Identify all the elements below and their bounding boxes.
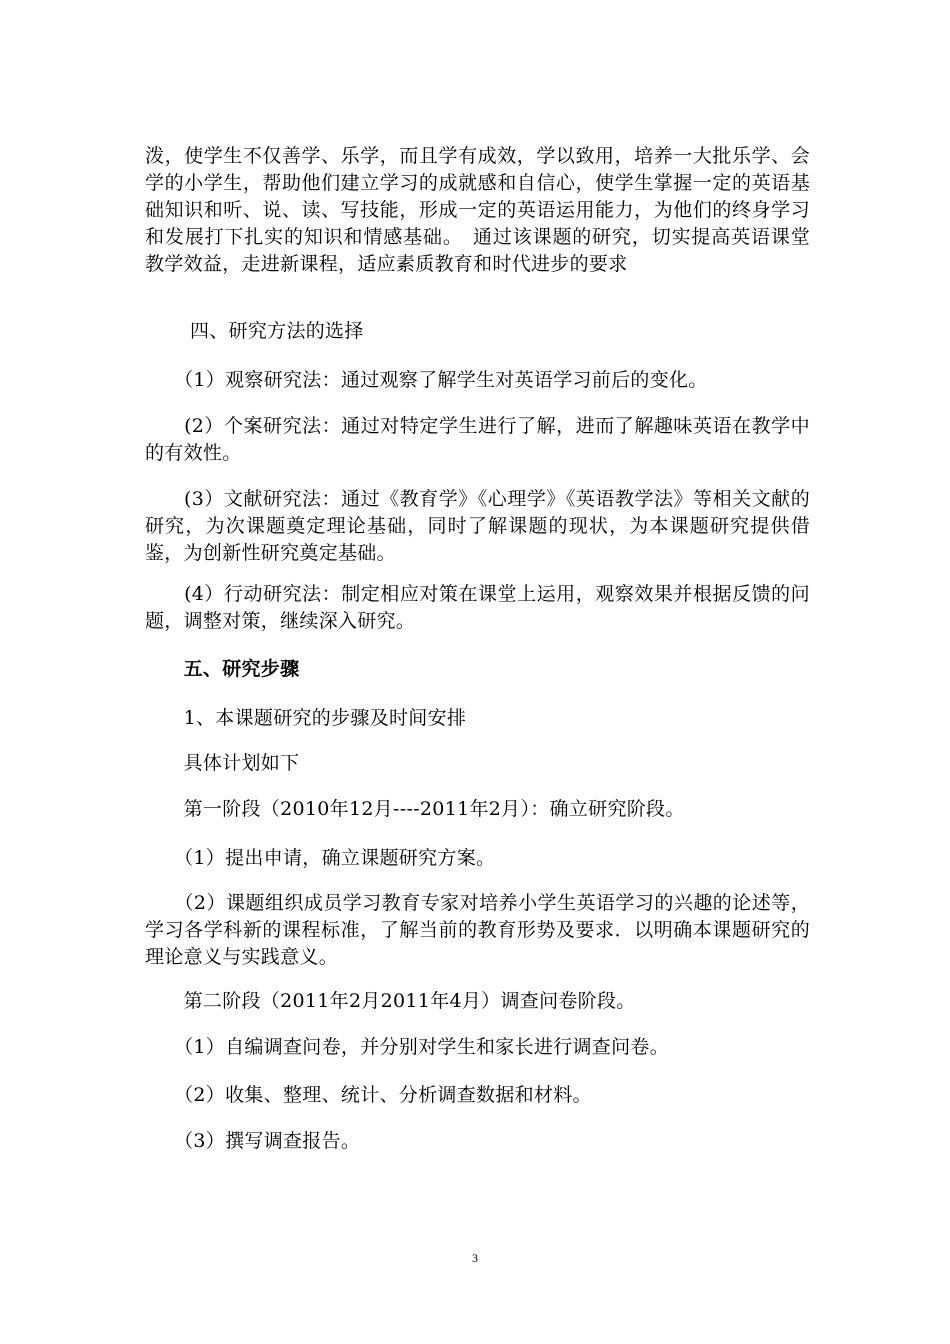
plan-intro: 具体计划如下 <box>145 752 300 774</box>
section-heading-research-steps: 五、研究步骤 <box>145 658 300 680</box>
phase-two-heading: 第二阶段（2011年2月2011年4月）调查问卷阶段。 <box>145 990 636 1012</box>
method-literature: (3）文献研究法：通过《教育学》《心理学》《英语教学法》等相关文献的研究，为次课题奠定理论基础，同时了解课题的现状，为本课题研究提供借鉴，为创新性研究奠定基础。 <box>145 488 810 564</box>
page-number: 3 <box>472 1251 478 1265</box>
intro-paragraph: 泼，使学生不仅善学、乐学，而且学有成效，学以致用，培养一大批乐学、会学的小学生，帮助他们建立学习的成就感和自信心，使学生掌握一定的英语基础知识和听、说、读、写技能，形成一定的英语运用能力，为他们的终身学习和发展打下扎实的知识和情感基础。 通过该课题的研究，切实提高英语课堂教学效益，走进新课程，适应素质教育和时代进步的要求 <box>145 145 810 275</box>
method-case-study: (2）个案研究法：通过对特定学生进行了解，进而了解趣味英语在教学中的有效性。 <box>145 415 810 464</box>
phase-two-item-2: （2）收集、整理、统计、分析调查数据和材料。 <box>145 1084 592 1106</box>
phase-one-item-2: （2）课题组织成员学习教育专家对培养小学生英语学习的兴趣的论述等，学习各学科新的课程标准，了解当前的教育形势及要求．以明确本课题研究的理论意义与实践意义。 <box>145 892 810 968</box>
phase-two-item-1: （1）自编调查问卷，并分别对学生和家长进行调查问卷。 <box>145 1036 669 1058</box>
method-observation: （1）观察研究法：通过观察了解学生对英语学习前后的变化。 <box>145 369 708 391</box>
phase-one-item-1: （1）提出申请，确立课题研究方案。 <box>145 847 496 869</box>
steps-subheading: 1、本课题研究的步骤及时间安排 <box>145 707 467 729</box>
phase-two-item-3: （3）撰写调查报告。 <box>145 1130 361 1152</box>
phase-one-heading: 第一阶段（2010年12月----2011年2月）：确立研究阶段。 <box>145 798 685 820</box>
section-heading-research-methods: 四、研究方法的选择 <box>145 320 364 342</box>
method-action-research: (4）行动研究法：制定相应对策在课堂上运用，观察效果并根据反馈的问题，调整对策，继续深入研究。 <box>145 583 810 632</box>
